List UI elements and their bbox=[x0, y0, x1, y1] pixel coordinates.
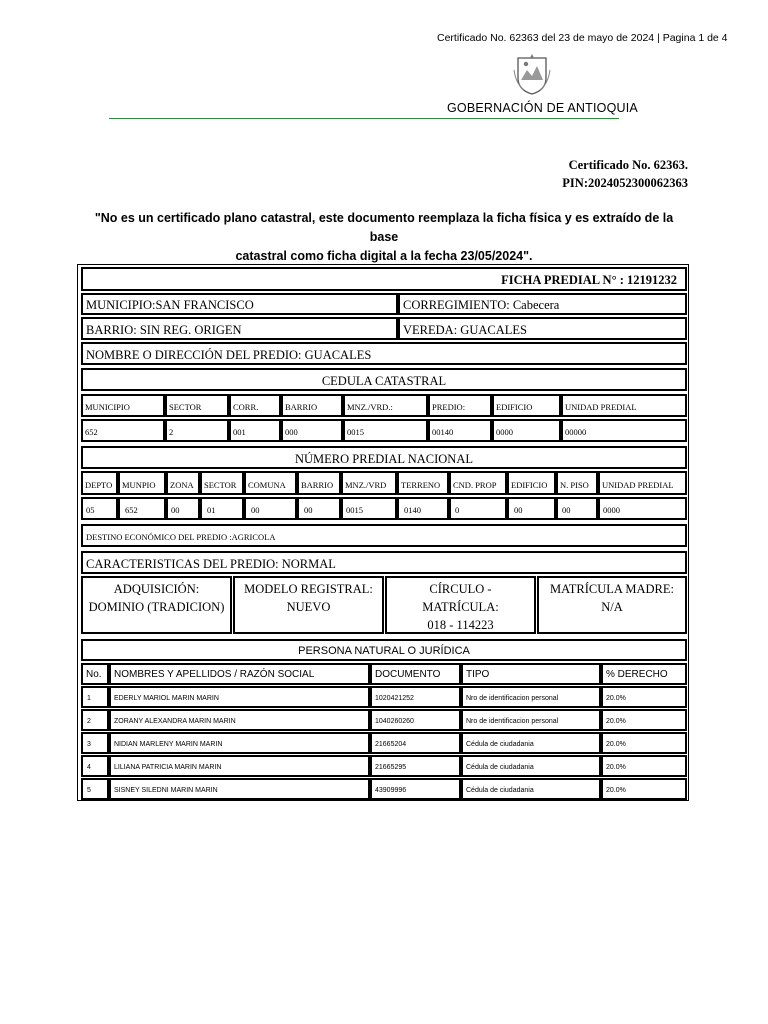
vereda-box bbox=[398, 317, 687, 340]
certificate-block bbox=[562, 156, 688, 192]
npn-header-cell bbox=[449, 471, 507, 495]
npn-header-cell bbox=[200, 471, 244, 495]
row-document: 43909996 bbox=[375, 787, 407, 794]
npn-header-cell bbox=[166, 471, 200, 495]
row-number: 2 bbox=[87, 718, 91, 725]
cedula-value-cell bbox=[165, 419, 229, 442]
row-type: Nro de identificacion personal bbox=[466, 695, 559, 702]
modelo-registral-value: NUEVO bbox=[286, 600, 331, 614]
row-document: 21665295 bbox=[375, 764, 407, 771]
row-type: Cédula de ciudadania bbox=[466, 787, 534, 794]
cedula-header-text: PREDIO: bbox=[432, 402, 466, 412]
municipio: MUNICIPIO:SAN FRANCISCO bbox=[86, 298, 254, 312]
cedula-value-cell bbox=[229, 419, 281, 442]
npn-header-cell bbox=[118, 471, 166, 495]
npn-value-text: 0000 bbox=[603, 505, 620, 515]
vereda: VEREDA: GUACALES bbox=[403, 323, 527, 337]
cedula-header-text: SECTOR bbox=[169, 402, 202, 412]
nombre-predio-box bbox=[81, 342, 687, 365]
cedula-value-text: 652 bbox=[85, 427, 98, 437]
adquisicion-box bbox=[81, 576, 232, 634]
npn-value-cell bbox=[244, 497, 297, 520]
nombre-predio: NOMBRE O DIRECCIÓN DEL PREDIO: GUACALES bbox=[86, 348, 372, 362]
personas-header-text: DOCUMENTO bbox=[375, 669, 441, 680]
certificate-pin: PIN:2024052300062363 bbox=[562, 176, 688, 190]
table-row-cell bbox=[81, 732, 109, 754]
row-document: 1020421252 bbox=[375, 695, 414, 702]
cedula-value-cell bbox=[281, 419, 343, 442]
npn-header-cell bbox=[81, 471, 118, 495]
row-number: 4 bbox=[87, 764, 91, 771]
ficha-predial-frame bbox=[77, 264, 689, 801]
npn-header-text: MUNPIO bbox=[122, 480, 156, 490]
cedula-header-text: BARRIO bbox=[285, 402, 318, 412]
modelo-registral-box bbox=[233, 576, 384, 634]
personas-header-text: NOMBRES Y APELLIDOS / RAZÓN SOCIAL bbox=[114, 669, 315, 680]
cedula-value-cell bbox=[343, 419, 428, 442]
barrio-box bbox=[81, 317, 398, 340]
npn-header-text: ZONA bbox=[170, 480, 194, 490]
ficha-title: FICHA PREDIAL N° : 12191232 bbox=[501, 273, 677, 287]
npn-value-cell bbox=[118, 497, 166, 520]
cedula-header-text: MUNICIPIO bbox=[85, 402, 130, 412]
row-document: 21665204 bbox=[375, 741, 407, 748]
row-number: 5 bbox=[87, 787, 91, 794]
npn-value-text: 00 bbox=[251, 505, 260, 515]
personas-header-text: TIPO bbox=[466, 669, 490, 680]
table-row-cell bbox=[81, 686, 109, 708]
cedula-header-cell bbox=[165, 394, 229, 417]
numero-predial-title-box bbox=[81, 446, 687, 469]
cedula-value-text: 00000 bbox=[565, 427, 587, 437]
npn-header-text: BARRIO bbox=[301, 480, 334, 490]
row-name: SISNEY SILEDNI MARIN MARIN bbox=[114, 787, 218, 794]
personas-header-cell bbox=[370, 663, 461, 685]
table-row-cell bbox=[601, 755, 687, 777]
cedula-header-text: UNIDAD PREDIAL bbox=[565, 402, 637, 412]
table-row-cell bbox=[109, 686, 370, 708]
adquisicion-value: DOMINIO (TRADICION) bbox=[88, 600, 225, 614]
adquisicion-label: ADQUISICIÓN: bbox=[113, 582, 200, 596]
row-number: 3 bbox=[87, 741, 91, 748]
npn-value-text: 00 bbox=[304, 505, 313, 515]
table-row-cell bbox=[109, 778, 370, 800]
row-name: EDERLY MARIOL MARIN MARIN bbox=[114, 695, 219, 702]
npn-value-cell bbox=[200, 497, 244, 520]
npn-value-cell bbox=[507, 497, 556, 520]
row-document: 1040260260 bbox=[375, 718, 414, 725]
npn-header-text: DEPTO bbox=[85, 480, 113, 490]
row-type: Cédula de ciudadania bbox=[466, 764, 534, 771]
circulo-matricula-box bbox=[385, 576, 536, 634]
npn-header-cell bbox=[397, 471, 449, 495]
npn-value-cell bbox=[297, 497, 341, 520]
cedula-value-cell bbox=[561, 419, 687, 442]
row-percent: 20.0% bbox=[606, 718, 626, 725]
numero-predial-title: NÚMERO PREDIAL NACIONAL bbox=[294, 452, 473, 466]
matricula-madre-value: N/A bbox=[601, 600, 623, 614]
personas-title-box bbox=[81, 639, 687, 661]
table-row-cell bbox=[370, 732, 461, 754]
cedula-header-text: MNZ./VRD.: bbox=[347, 402, 393, 412]
table-row-cell bbox=[461, 709, 601, 731]
table-row-cell bbox=[370, 755, 461, 777]
table-row-cell bbox=[461, 732, 601, 754]
row-name: ZORANY ALEXANDRA MARIN MARIN bbox=[114, 718, 236, 725]
modelo-registral-label: MODELO REGISTRAL: bbox=[244, 582, 373, 596]
cedula-value-cell bbox=[428, 419, 492, 442]
cedula-value-text: 2 bbox=[169, 427, 174, 437]
cedula-value-text: 0000 bbox=[496, 427, 513, 437]
cedula-header-cell bbox=[492, 394, 561, 417]
table-row-cell bbox=[370, 778, 461, 800]
npn-header-text: EDIFICIO bbox=[511, 480, 548, 490]
npn-header-text: UNIDAD PREDIAL bbox=[602, 480, 674, 490]
circulo-label: CÍRCULO - bbox=[429, 582, 492, 596]
cedula-header-cell bbox=[428, 394, 492, 417]
npn-header-text: SECTOR bbox=[204, 480, 237, 490]
npn-value-cell bbox=[81, 497, 118, 520]
cedula-value-text: 001 bbox=[233, 427, 246, 437]
npn-header-cell bbox=[297, 471, 341, 495]
caracteristicas-box bbox=[81, 551, 687, 574]
destino-box bbox=[81, 524, 687, 547]
row-percent: 20.0% bbox=[606, 695, 626, 702]
npn-value-cell bbox=[598, 497, 687, 520]
circulo-matricula-value: 018 - 114223 bbox=[427, 618, 494, 632]
npn-header-text: CND. PROP bbox=[453, 480, 497, 490]
npn-value-cell bbox=[397, 497, 449, 520]
table-row-cell bbox=[370, 709, 461, 731]
npn-value-text: 00 bbox=[562, 505, 571, 515]
npn-header-text: N. PISO bbox=[560, 480, 589, 490]
matricula-madre-label: MATRÍCULA MADRE: bbox=[550, 582, 674, 596]
personas-header-text: No. bbox=[86, 669, 102, 680]
notice-line-2: catastral como ficha digital a la fecha 23/05/2024". bbox=[235, 249, 533, 263]
row-type: Nro de identificacion personal bbox=[466, 718, 559, 725]
row-percent: 20.0% bbox=[606, 764, 626, 771]
cedula-value-text: 00140 bbox=[432, 427, 454, 437]
npn-value-text: 0140 bbox=[404, 505, 421, 515]
table-row-cell bbox=[109, 709, 370, 731]
npn-value-text: 00 bbox=[514, 505, 523, 515]
row-type: Cédula de ciudadania bbox=[466, 741, 534, 748]
npn-header-cell bbox=[556, 471, 598, 495]
municipio-box bbox=[81, 293, 398, 315]
destino-economico: DESTINO ECONÓMICO DEL PREDIO :AGRICOLA bbox=[86, 532, 276, 542]
row-name: LILIANA PATRICIA MARIN MARIN bbox=[114, 764, 222, 771]
npn-value-cell bbox=[556, 497, 598, 520]
ficha-title-box bbox=[81, 267, 687, 291]
cedula-title: CEDULA CATASTRAL bbox=[321, 374, 447, 388]
table-row-cell bbox=[601, 709, 687, 731]
row-percent: 20.0% bbox=[606, 787, 626, 794]
npn-header-cell bbox=[507, 471, 556, 495]
cedula-header-cell bbox=[229, 394, 281, 417]
npn-value-text: 652 bbox=[125, 505, 138, 515]
row-percent: 20.0% bbox=[606, 741, 626, 748]
table-row-cell bbox=[109, 732, 370, 754]
table-row-cell bbox=[370, 686, 461, 708]
npn-header-cell bbox=[598, 471, 687, 495]
cedula-header-cell bbox=[343, 394, 428, 417]
certificate-number: Certificado No. 62363. bbox=[568, 158, 688, 172]
cedula-header-text: CORR. bbox=[233, 402, 259, 412]
personas-header-cell bbox=[109, 663, 370, 685]
personas-header-cell bbox=[461, 663, 601, 685]
matricula-madre-box bbox=[537, 576, 687, 634]
row-number: 1 bbox=[87, 695, 91, 702]
page-info: Certificado No. 62363 del 23 de mayo de 2024 | Pagina 1 de 4 bbox=[437, 32, 728, 44]
personas-header-text: % DERECHO bbox=[606, 669, 668, 680]
npn-value-text: 00 bbox=[171, 505, 180, 515]
table-row-cell bbox=[81, 755, 109, 777]
corregimiento: CORREGIMIENTO: Cabecera bbox=[403, 298, 560, 312]
cedula-header-cell bbox=[81, 394, 165, 417]
cedula-value-text: 0015 bbox=[347, 427, 364, 437]
npn-value-text: 05 bbox=[86, 505, 95, 515]
cedula-value-text: 000 bbox=[285, 427, 298, 437]
coat-of-arms-icon bbox=[512, 50, 552, 96]
table-row-cell bbox=[461, 755, 601, 777]
table-row-cell bbox=[461, 686, 601, 708]
table-row-cell bbox=[461, 778, 601, 800]
header-divider bbox=[109, 118, 619, 119]
npn-header-text: TERRENO bbox=[401, 480, 441, 490]
caracteristicas: CARACTERISTICAS DEL PREDIO: NORMAL bbox=[86, 557, 336, 571]
corregimiento-box bbox=[398, 293, 687, 315]
table-row-cell bbox=[601, 686, 687, 708]
cedula-header-text: EDIFICIO bbox=[496, 402, 533, 412]
personas-header-cell bbox=[601, 663, 687, 685]
personas-header-cell bbox=[81, 663, 109, 685]
cedula-header-cell bbox=[561, 394, 687, 417]
personas-title: PERSONA NATURAL O JURÍDICA bbox=[298, 645, 470, 657]
npn-value-text: 0 bbox=[455, 505, 460, 515]
matricula-label: MATRÍCULA: bbox=[422, 600, 499, 614]
npn-header-cell bbox=[341, 471, 397, 495]
npn-header-cell bbox=[244, 471, 297, 495]
npn-value-cell bbox=[341, 497, 397, 520]
cedula-title-box bbox=[81, 368, 687, 391]
npn-header-text: COMUNA bbox=[248, 480, 286, 490]
npn-value-cell bbox=[166, 497, 200, 520]
table-row-cell bbox=[81, 778, 109, 800]
npn-header-text: MNZ./VRD bbox=[345, 480, 387, 490]
cedula-value-cell bbox=[492, 419, 561, 442]
row-name: NIDIAN MARLENY MARIN MARIN bbox=[114, 741, 223, 748]
npn-value-text: 0015 bbox=[346, 505, 363, 515]
government-name: GOBERNACIÓN DE ANTIOQUIA bbox=[447, 101, 638, 115]
notice bbox=[80, 209, 688, 266]
npn-value-text: 01 bbox=[207, 505, 216, 515]
npn-value-cell bbox=[449, 497, 507, 520]
table-row-cell bbox=[601, 732, 687, 754]
table-row-cell bbox=[81, 709, 109, 731]
table-row-cell bbox=[601, 778, 687, 800]
barrio: BARRIO: SIN REG. ORIGEN bbox=[86, 323, 242, 337]
notice-line-1: "No es un certificado plano catastral, este documento reemplaza la ficha física y es extraído de la base bbox=[94, 211, 674, 244]
table-row-cell bbox=[109, 755, 370, 777]
cedula-header-cell bbox=[281, 394, 343, 417]
cedula-value-cell bbox=[81, 419, 165, 442]
